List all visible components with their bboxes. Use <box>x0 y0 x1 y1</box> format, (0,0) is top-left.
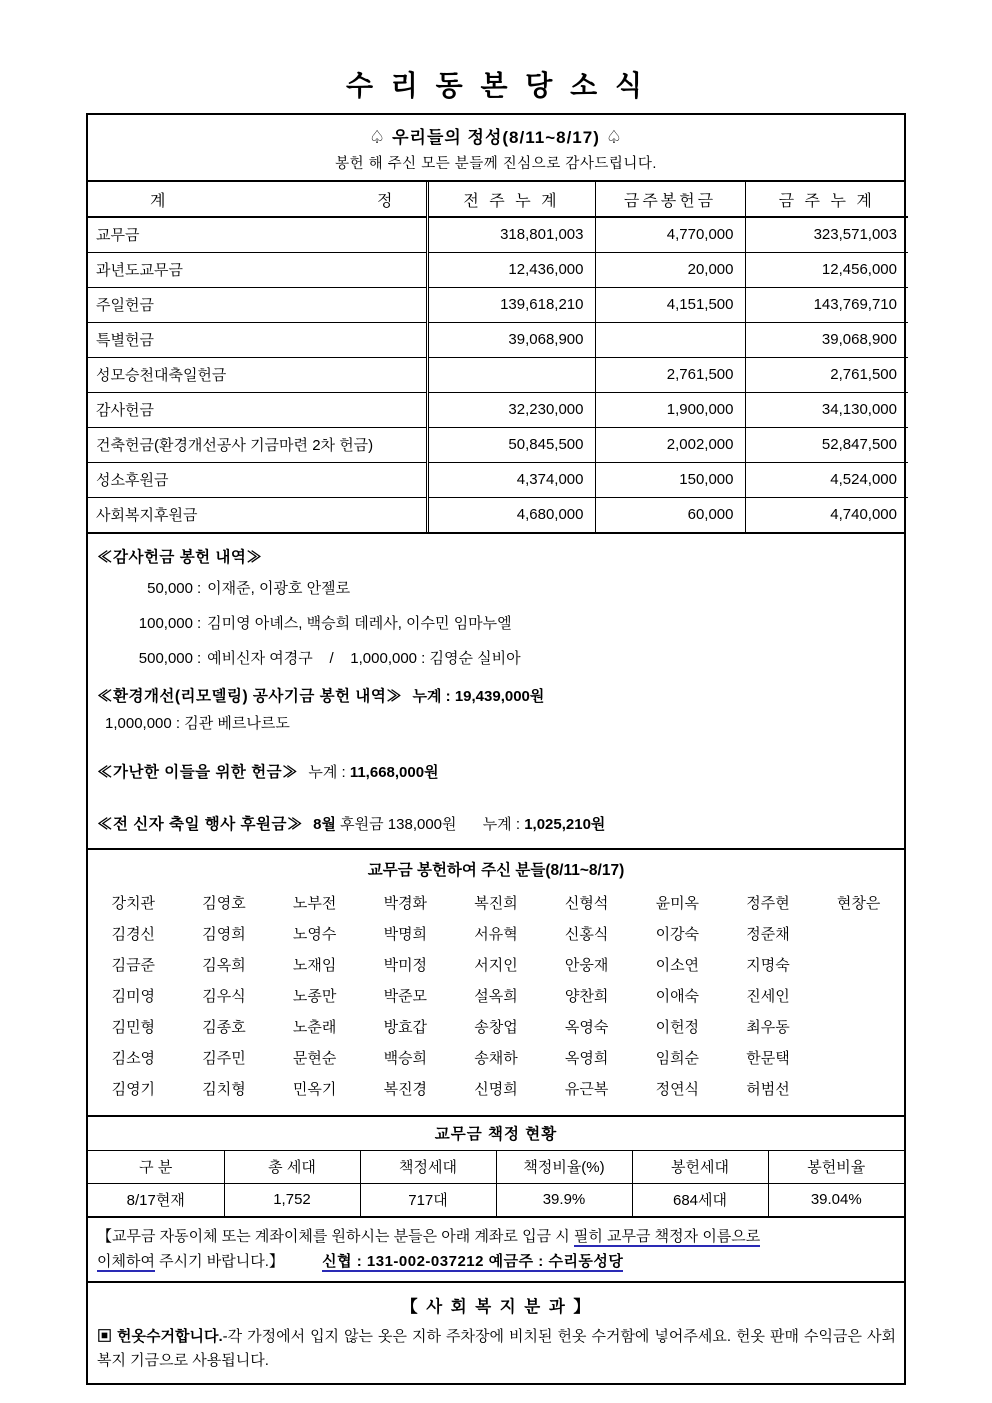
assessment-value-cell: 8/17현재 <box>88 1183 224 1216</box>
offering-row <box>88 217 908 252</box>
offering-prev-total: 39,068,900 <box>427 322 595 357</box>
donor-name: 이헌정 <box>655 1019 700 1036</box>
assessment-section <box>88 1115 904 1216</box>
remodeling-total-label: 누계 : <box>412 688 451 705</box>
thanks-heading: ≪감사헌금 봉헌 내역≫ <box>97 549 263 566</box>
donor-name: 김소영 <box>111 1050 156 1067</box>
donor-name: 허범선 <box>746 1081 790 1098</box>
offering-week-amount: 60,000 <box>595 497 745 532</box>
donor-name: 양찬희 <box>564 988 609 1005</box>
offering-week-amount: 2,761,500 <box>595 357 745 392</box>
page-title: 수 리 동 본 당 소 식 <box>345 70 646 101</box>
donor-name: 진세인 <box>746 988 790 1005</box>
donor-name: 박준모 <box>383 988 428 1005</box>
donor-name: 김우식 <box>202 988 246 1005</box>
thanks-amount: 50,000 <box>147 580 193 597</box>
assessment-header-cell: 총 세대 <box>224 1150 360 1183</box>
donor-name: 옥영숙 <box>564 1019 609 1036</box>
offering-week-total: 323,571,003 <box>745 217 908 252</box>
spade-icon: ♤ <box>368 127 387 147</box>
offering-week-amount: 20,000 <box>595 252 745 287</box>
assessment-header-cell: 책정세대 <box>360 1150 496 1183</box>
offering-prev-total: 4,680,000 <box>427 497 595 532</box>
offering-row <box>88 497 908 532</box>
spade-icon: ♤ <box>605 127 624 147</box>
remodeling-entry: 1,000,000 : 김관 베르나르도 <box>105 715 290 732</box>
feast-total-label: 누계 : <box>482 816 521 833</box>
donor-name: 김치형 <box>202 1081 246 1098</box>
assessment-header-cell: 책정비율(%) <box>496 1150 632 1183</box>
donor-name: 정준채 <box>746 926 790 943</box>
thanks-amount: 100,000 <box>138 615 193 632</box>
donor-grid <box>88 888 904 1105</box>
donor-name: 신명희 <box>474 1081 518 1098</box>
category-header-left: 계 <box>150 192 169 210</box>
thanks-entries <box>97 571 896 676</box>
donor-name: 송창업 <box>474 1019 518 1036</box>
donor-name: 신홍식 <box>564 926 609 943</box>
donor-name: 서유혁 <box>474 926 518 943</box>
donors-section <box>88 848 904 1115</box>
feast-total: 1,025,210원 <box>524 816 606 833</box>
donor-name: 강치관 <box>111 895 156 912</box>
donor-name: 복진희 <box>474 895 518 912</box>
donor-name <box>813 1012 904 1043</box>
donor-name: 김종호 <box>202 1019 246 1036</box>
donor-name: 신형석 <box>564 895 609 912</box>
donor-name: 송채하 <box>474 1050 518 1067</box>
donor-name: 윤미옥 <box>655 895 700 912</box>
offering-label: 과년도교무금 <box>88 252 427 287</box>
offering-row <box>88 357 908 392</box>
donor-name: 이강숙 <box>655 926 700 943</box>
poor-total: 11,668,000원 <box>349 764 439 781</box>
thanks-colon: : <box>197 650 202 667</box>
assessment-header-row <box>88 1150 904 1183</box>
column-header-week-total: 금 주 누 계 <box>745 182 908 217</box>
thanks-entry <box>97 571 896 606</box>
note-account: 신협 : 131-002-037212 예금주 : 수리동성당 <box>322 1253 624 1270</box>
feast-line <box>97 812 896 834</box>
thanks-entry <box>97 641 896 676</box>
donor-name: 한문택 <box>746 1050 790 1067</box>
poor-total-label: 누계 : <box>308 764 346 781</box>
offering-week-total: 34,130,000 <box>745 392 908 427</box>
assessment-value-cell: 39.9% <box>496 1183 632 1216</box>
donor-name: 박미정 <box>383 957 428 974</box>
donor-name: 민옥기 <box>292 1081 337 1098</box>
assessment-value-row <box>88 1183 904 1216</box>
offering-week-total: 4,524,000 <box>745 462 908 497</box>
donor-name: 박명희 <box>383 926 428 943</box>
assessment-value-cell: 1,752 <box>224 1183 360 1216</box>
feast-month-amount: 후원금 138,000원 <box>340 816 457 833</box>
offering-week-total: 12,456,000 <box>745 252 908 287</box>
donor-name: 방효갑 <box>383 1019 428 1036</box>
welfare-notice-title: ▣ 헌옷수거합니다. <box>97 1328 223 1345</box>
feast-month: 8월 <box>313 816 336 833</box>
offerings-title-line <box>92 123 900 148</box>
assessment-header-cell: 봉헌비율 <box>768 1150 904 1183</box>
offering-row <box>88 462 908 497</box>
offerings-table-section <box>88 180 904 532</box>
assessment-title-row <box>88 1117 904 1150</box>
donor-name: 노재임 <box>292 957 337 974</box>
donor-name: 김민형 <box>111 1019 156 1036</box>
donor-name: 설옥희 <box>474 988 518 1005</box>
donor-name: 옥영희 <box>564 1050 609 1067</box>
donor-name: 지명숙 <box>746 957 790 974</box>
offering-week-amount <box>595 322 745 357</box>
offering-row <box>88 427 908 462</box>
welfare-heading: 【 사 회 복 지 분 과 】 <box>401 1298 592 1316</box>
assessment-header-cell: 봉헌세대 <box>632 1150 768 1183</box>
offering-prev-total: 50,845,500 <box>427 427 595 462</box>
offering-week-amount: 1,900,000 <box>595 392 745 427</box>
donor-name <box>813 1043 904 1074</box>
donor-name <box>813 981 904 1012</box>
donor-name: 김영희 <box>202 926 246 943</box>
offering-week-amount: 150,000 <box>595 462 745 497</box>
donor-name: 임희순 <box>655 1050 700 1067</box>
offering-week-amount: 4,151,500 <box>595 287 745 322</box>
welfare-notice <box>97 1325 896 1373</box>
donor-name: 노영수 <box>292 926 337 943</box>
donor-name: 김금준 <box>111 957 156 974</box>
bulletin-box <box>86 113 906 1385</box>
transfer-note-section <box>88 1216 904 1281</box>
column-header-week-offering: 금주봉헌금 <box>595 182 745 217</box>
offering-prev-total: 318,801,003 <box>427 217 595 252</box>
thanks-names: 예비신자 여경구 / 1,000,000 : 김영순 실비아 <box>207 650 521 667</box>
donor-name: 김영기 <box>111 1081 156 1098</box>
thanks-names: 김미영 아녜스, 백승희 데레사, 이수민 임마누엘 <box>207 615 512 632</box>
offering-label: 건축헌금(환경개선공사 기금마련 2차 헌금) <box>88 427 427 462</box>
donor-name <box>813 919 904 950</box>
offering-row <box>88 392 908 427</box>
donor-name <box>813 950 904 981</box>
welfare-section <box>88 1281 904 1383</box>
thanks-entry <box>97 606 896 641</box>
thanks-amount: 500,000 <box>138 650 193 667</box>
offering-prev-total: 4,374,000 <box>427 462 595 497</box>
offering-label: 주일헌금 <box>88 287 427 322</box>
donor-name: 정주현 <box>746 895 790 912</box>
column-header-prev-total: 전 주 누 계 <box>427 182 595 217</box>
donor-name <box>813 1074 904 1105</box>
offering-row <box>88 287 908 322</box>
offerings-header-section <box>88 115 904 180</box>
offering-label: 성모승천대축일헌금 <box>88 357 427 392</box>
assessment-value-cell: 684세대 <box>632 1183 768 1216</box>
offering-week-total: 4,740,000 <box>745 497 908 532</box>
remodeling-line <box>97 684 896 706</box>
remodeling-heading: ≪환경개선(리모델링) 공사기금 봉헌 내역≫ <box>97 688 403 705</box>
donor-name: 서지인 <box>474 957 518 974</box>
donor-name: 노춘래 <box>292 1019 337 1036</box>
welfare-notice-body: -각 가정에서 입지 않는 옷은 지하 주차장에 비치된 헌옷 수거함에 넣어주세요. 헌옷 판매 수익금은 사회복지 기금으로 사용됩니다. <box>97 1328 896 1369</box>
thanks-names: 이재준, 이광호 안젤로 <box>207 580 351 597</box>
offering-label: 성소후원금 <box>88 462 427 497</box>
donor-name: 김경신 <box>111 926 156 943</box>
offering-week-total: 2,761,500 <box>745 357 908 392</box>
offering-label: 사회복지후원금 <box>88 497 427 532</box>
offering-week-total: 143,769,710 <box>745 287 908 322</box>
note-text-after: 주시기 바랍니다.】 <box>154 1253 284 1270</box>
donors-heading: 교무금 봉헌하여 주신 분들(8/11~8/17) <box>367 862 625 879</box>
assessment-table <box>88 1117 904 1216</box>
thanks-colon: : <box>197 580 202 597</box>
donor-name: 노부전 <box>292 895 337 912</box>
poor-heading: ≪가난한 이들을 위한 헌금≫ <box>97 764 299 781</box>
donor-name: 이애숙 <box>655 988 700 1005</box>
donor-name: 박경화 <box>383 895 428 912</box>
donor-name: 복진경 <box>383 1081 428 1098</box>
offering-week-total: 39,068,900 <box>745 322 908 357</box>
donor-name: 문현순 <box>292 1050 337 1067</box>
assessment-value-cell: 39.04% <box>768 1183 904 1216</box>
offering-week-amount: 2,002,000 <box>595 427 745 462</box>
offering-prev-total: 32,230,000 <box>427 392 595 427</box>
donor-name: 김옥희 <box>202 957 246 974</box>
donor-name: 김주민 <box>202 1050 246 1067</box>
thanks-colon: : <box>197 615 202 632</box>
assessment-value-cell: 717대 <box>360 1183 496 1216</box>
donor-name: 정연식 <box>655 1081 700 1098</box>
donor-name: 노종만 <box>292 988 337 1005</box>
offerings-subtitle: 봉헌 해 주신 모든 분들께 진심으로 감사드립니다. <box>335 156 657 172</box>
offering-header-row <box>88 182 908 217</box>
details-section <box>88 532 904 848</box>
feast-heading: ≪전 신자 축일 행사 후원금≫ <box>97 816 303 833</box>
offering-prev-total: 139,618,210 <box>427 287 595 322</box>
note-underlined-1: 필히 교무금 책정자 이름으로 <box>573 1228 761 1245</box>
offerings-title: 우리들의 정성(8/11~8/17) <box>392 128 600 147</box>
donor-name: 김미영 <box>111 988 156 1005</box>
note-text-before: 【교무금 자동이체 또는 계좌이체를 원하시는 분들은 아래 계좌로 입금 시 <box>97 1228 574 1245</box>
donor-name: 백승희 <box>383 1050 428 1067</box>
assessment-header-cell: 구 분 <box>88 1150 224 1183</box>
offering-prev-total: 12,436,000 <box>427 252 595 287</box>
note-underlined-2: 이체하여 <box>97 1253 155 1270</box>
offering-prev-total <box>427 357 595 392</box>
offering-label: 감사헌금 <box>88 392 427 427</box>
offering-label: 특별헌금 <box>88 322 427 357</box>
offering-week-total: 52,847,500 <box>745 427 908 462</box>
donor-name: 김영호 <box>202 895 246 912</box>
offering-label: 교무금 <box>88 217 427 252</box>
donor-name: 유근복 <box>564 1081 609 1098</box>
offering-table-body <box>88 217 908 532</box>
poor-line <box>97 760 896 782</box>
offering-row <box>88 252 908 287</box>
donor-name: 최우동 <box>746 1019 790 1036</box>
offering-row <box>88 322 908 357</box>
donor-name: 이소연 <box>655 957 700 974</box>
column-header-category <box>88 182 427 217</box>
category-header-right: 정 <box>377 192 396 210</box>
remodeling-total: 19,439,000원 <box>454 688 545 705</box>
donor-name: 현창은 <box>836 895 881 912</box>
offering-table <box>88 182 908 532</box>
donor-name: 안웅재 <box>564 957 609 974</box>
assessment-title: 교무금 책정 현황 <box>434 1126 558 1144</box>
offering-week-amount: 4,770,000 <box>595 217 745 252</box>
